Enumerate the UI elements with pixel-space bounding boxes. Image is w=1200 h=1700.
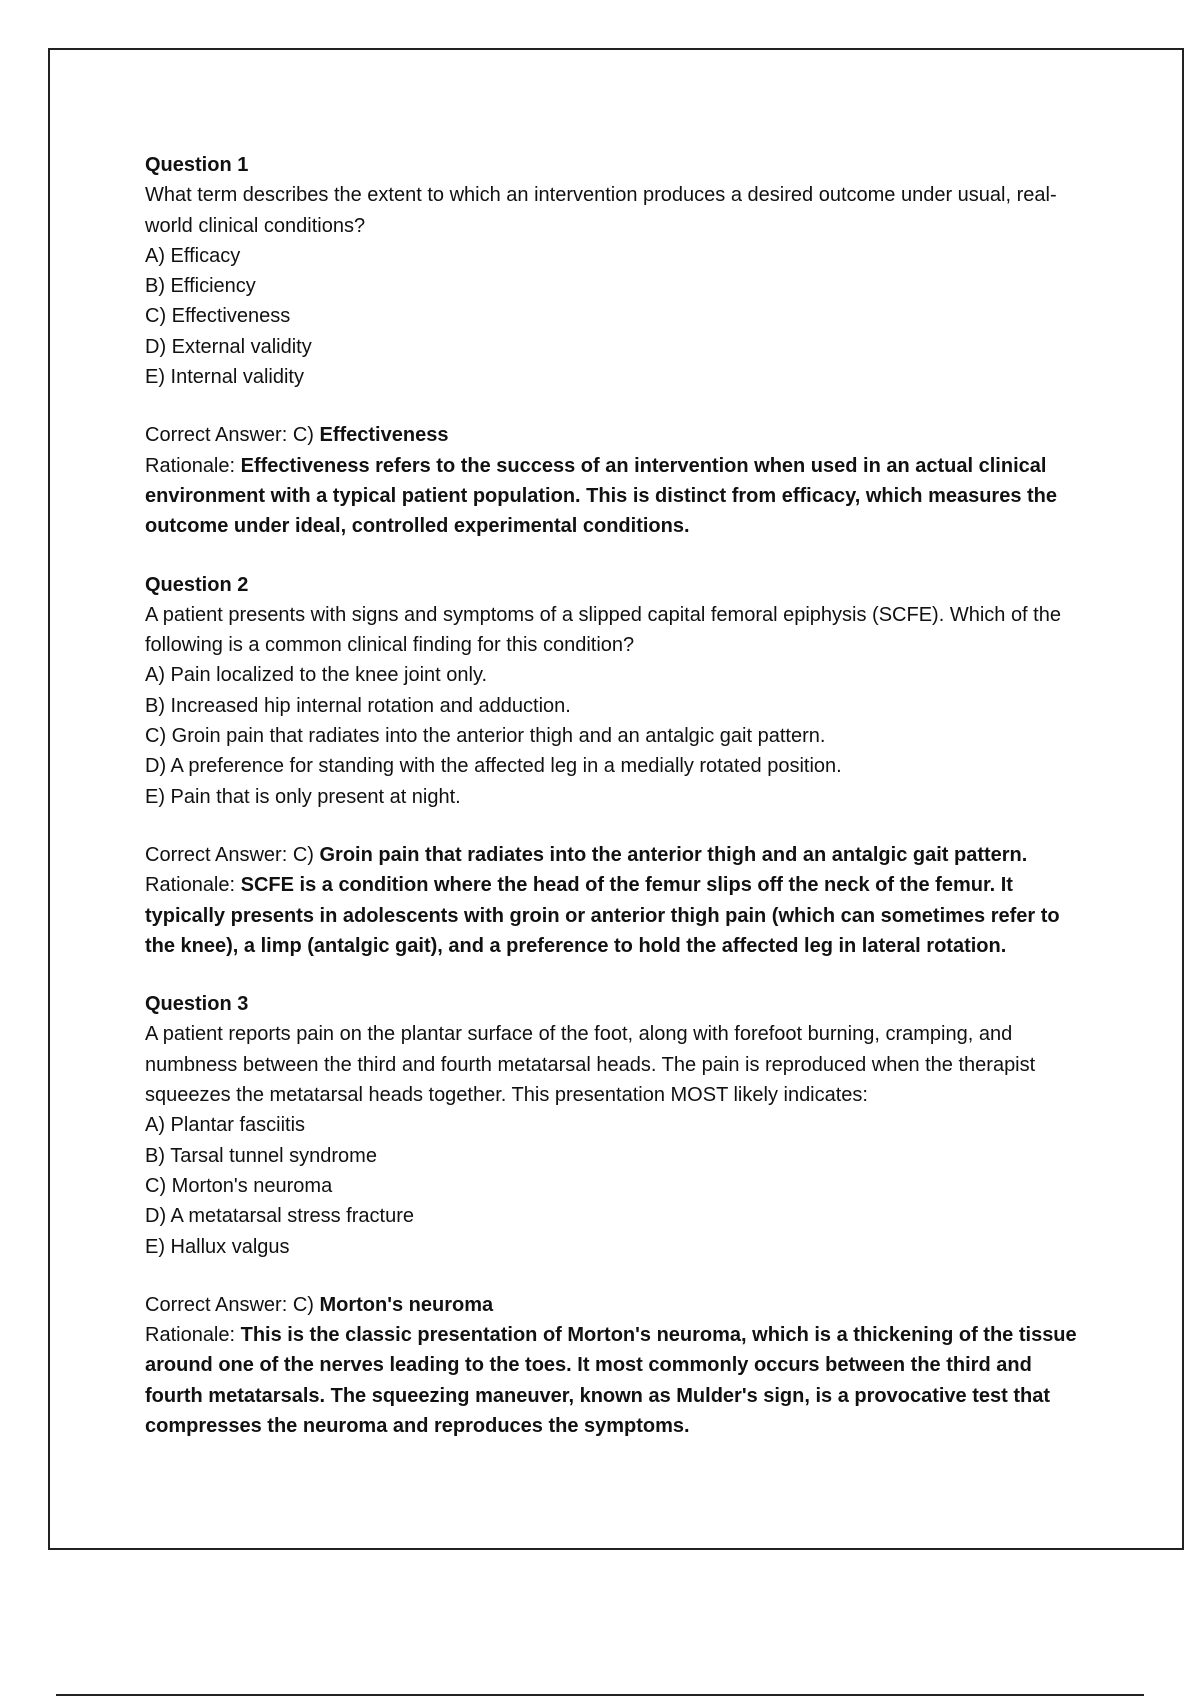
option-a: A) Efficacy	[145, 244, 241, 267]
question-heading: Question 2	[145, 573, 249, 596]
rationale-text: SCFE is a condition where the head of the femur slips off the neck of the femur. It typically presents in adolescents with groin or anterior thigh pain (which can sometimes refer to the knee), a limp (antalgic gait), and a preference to hold the affected leg in lateral rotation.	[145, 874, 1060, 957]
correct-answer	[145, 420, 1095, 450]
question-heading: Question 3	[145, 993, 249, 1016]
rationale	[145, 870, 1095, 961]
rationale-label: Rationale:	[145, 874, 241, 897]
question-text: A patient reports pain on the plantar surface of the foot, along with forefoot burning, cramping, and numbness between the third and fourth metatarsal heads. The pain is reproduced when the therapist squeezes the metatarsal heads together. This presentation MOST likely indicates:	[145, 1023, 1036, 1107]
option-b: B) Efficiency	[145, 275, 256, 298]
option-b: B) Increased hip internal rotation and adduction.	[145, 694, 571, 717]
option-a: A) Plantar fasciitis	[145, 1114, 306, 1137]
option-c: C) Groin pain that radiates into the anterior thigh and an antalgic gait pattern.	[145, 725, 826, 748]
question-2	[145, 570, 1095, 962]
question-heading: Question 1	[145, 154, 249, 176]
option-c: C) Morton's neuroma	[145, 1174, 333, 1197]
answer-block	[145, 1290, 1095, 1441]
spacer	[145, 542, 1095, 570]
answer-block	[145, 840, 1095, 961]
rationale-text: This is the classic presentation of Morton's neuroma, which is a thickening of the tissue around one of the nerves leading to the toes. It most commonly occurs between the third and fourth metatarsals. The squeezing maneuver, known as Mulder's sign, is a provocative test that compresses the neuroma and reproduces the symptoms.	[145, 1324, 1077, 1437]
answer-block	[145, 420, 1095, 541]
rationale-label: Rationale:	[145, 454, 241, 477]
answer-text: Effectiveness	[319, 424, 449, 447]
rationale	[145, 1320, 1095, 1441]
option-d: D) External validity	[145, 335, 312, 358]
question-3	[145, 989, 1095, 1441]
option-c: C) Effectiveness	[145, 305, 291, 328]
answer-label: Correct Answer: C)	[145, 424, 320, 447]
option-d: D) A metatarsal stress fracture	[145, 1205, 414, 1228]
rationale-text: Effectiveness refers to the success of an intervention when used in an actual clinical environment with a typical patient population. This is distinct from efficacy, which measures the outcome under ideal, controlled experimental conditions.	[145, 454, 1058, 538]
spacer	[145, 961, 1095, 989]
rationale	[145, 451, 1095, 542]
rationale-label: Rationale:	[145, 1324, 241, 1347]
option-d: D) A preference for standing with the affected leg in a medially rotated position.	[145, 755, 842, 778]
option-e: E) Hallux valgus	[145, 1235, 290, 1258]
footer-rule	[56, 1694, 1144, 1696]
question-text: What term describes the extent to which an intervention produces a desired outcome under usual, real-world clinical conditions?	[145, 184, 1057, 237]
answer-label: Correct Answer: C)	[145, 843, 320, 866]
option-a: A) Pain localized to the knee joint only.	[145, 664, 488, 687]
option-e: E) Internal validity	[145, 366, 304, 389]
option-b: B) Tarsal tunnel syndrome	[145, 1144, 377, 1167]
answer-text: Groin pain that radiates into the anterior thigh and an antalgic gait pattern.	[319, 843, 1028, 866]
question-1	[145, 150, 1095, 542]
document-content	[145, 150, 1095, 1441]
correct-answer	[145, 1290, 1095, 1320]
answer-label: Correct Answer: C)	[145, 1293, 320, 1316]
option-e: E) Pain that is only present at night.	[145, 785, 461, 808]
question-text: A patient presents with signs and symptoms of a slipped capital femoral epiphysis (SCFE). Which of the following is a common clinical finding for this condition?	[145, 603, 1061, 657]
correct-answer	[145, 840, 1095, 870]
answer-text: Morton's neuroma	[319, 1293, 494, 1316]
